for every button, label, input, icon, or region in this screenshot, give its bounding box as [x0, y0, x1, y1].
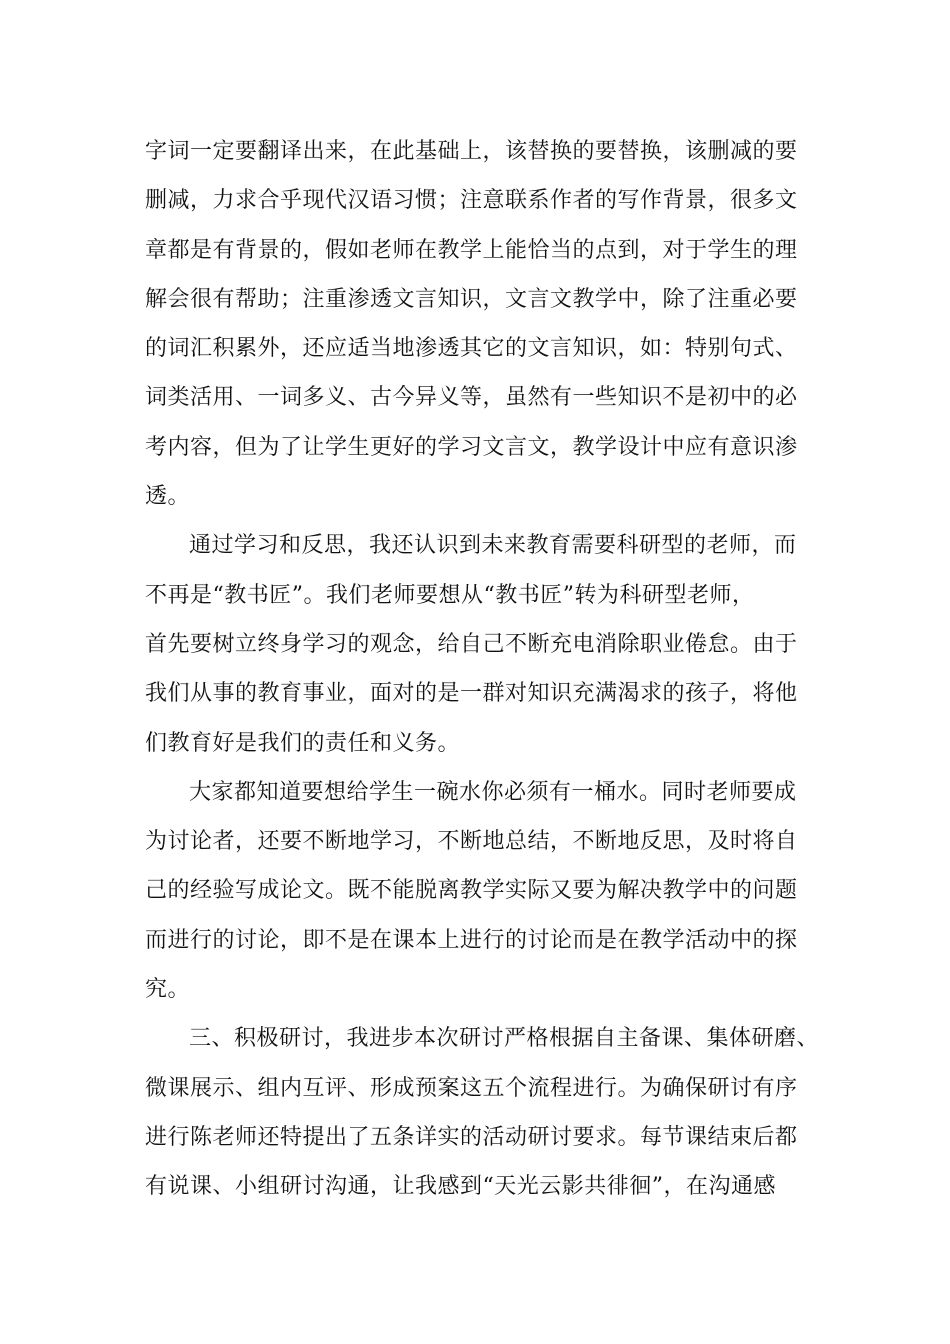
- text-line: 字词一定要翻译出来，在此基础上，该替换的要替换，该删减的要: [145, 139, 798, 164]
- text-line: 己的经验写成论文。既不能脱离教学实际又要为解决教学中的问题: [145, 878, 798, 904]
- text-line: 考内容，但为了让学生更好的学习文言文，教学设计中应有意识渗: [145, 434, 798, 460]
- text-line: 有说课、小组研讨沟通，让我感到“天光云影共徘徊”，在沟通感: [145, 1174, 776, 1200]
- text-line: 而进行的讨论，即不是在课本上进行的讨论而是在教学活动中的探: [145, 927, 798, 953]
- text-line: 为讨论者，还要不断地学习，不断地总结，不断地反思，及时将自: [145, 829, 798, 855]
- text-line: 们教育好是我们的责任和义务。: [145, 730, 461, 756]
- paragraph-first-line: 三、积极研讨，我进步本次研讨严格根据自主备课、集体研磨、: [189, 1026, 820, 1052]
- text-line: 我们从事的教育事业，面对的是一群对知识充满渴求的孩子，将他: [145, 681, 798, 707]
- text-line: 词类活用、一词多义、古今异义等，虽然有一些知识不是初中的必: [145, 385, 798, 411]
- paragraph-first-line: 大家都知道要想给学生一碗水你必须有一桶水。同时老师要成: [189, 779, 797, 805]
- text-line: 首先要树立终身学习的观念，给自己不断充电消除职业倦怠。由于: [145, 631, 798, 657]
- text-line: 究。: [145, 977, 191, 1003]
- text-line: 不再是“教书匠”。我们老师要想从“教书匠”转为科研型老师，: [145, 582, 755, 608]
- text-line: 的词汇积累外，还应适当地渗透其它的文言知识，如：特别句式、: [145, 336, 798, 362]
- text-line: 微课展示、组内互评、形成预案这五个流程进行。为确保研讨有序: [145, 1075, 798, 1101]
- text-line: 章都是有背景的，假如老师在教学上能恰当的点到，对于学生的理: [145, 237, 798, 263]
- paragraph-first-line: 通过学习和反思，我还认识到未来教育需要科研型的老师，而: [189, 533, 797, 559]
- text-line: 进行陈老师还特提出了五条详实的活动研讨要求。每节课结束后都: [145, 1124, 798, 1150]
- text-line: 解会很有帮助；注重渗透文言知识，文言文教学中，除了注重必要: [145, 286, 798, 312]
- text-line: 删减，力求合乎现代汉语习惯；注意联系作者的写作背景，很多文: [145, 188, 798, 214]
- body-text: [145, 132, 825, 1217]
- text-line: 透。: [145, 484, 191, 510]
